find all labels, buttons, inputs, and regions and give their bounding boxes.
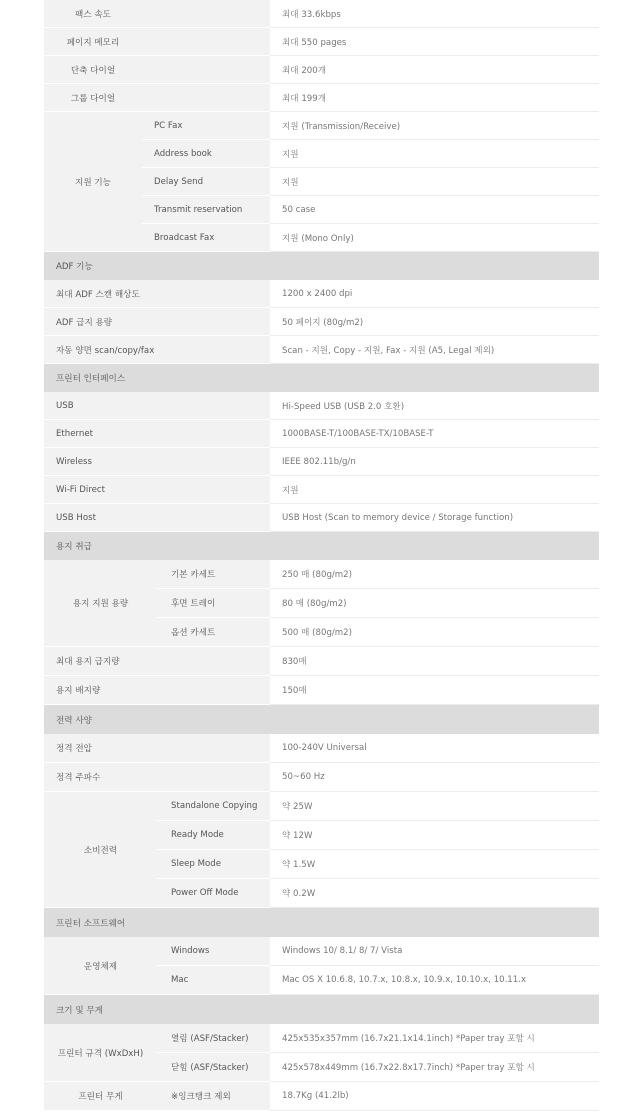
sub-label: 후면 트레이 — [157, 589, 270, 618]
spec-value: 150매 — [270, 676, 599, 705]
section-header: 전력 사양 — [44, 705, 599, 734]
spec-label: USB Host — [44, 504, 270, 532]
group-label: 소비전력 — [44, 792, 157, 908]
spec-value: 500 매 (80g/m2) — [270, 618, 599, 647]
spec-value: 약 12W — [270, 821, 599, 850]
sub-label: 닫힘 (ASF/Stacker) — [157, 1053, 270, 1082]
spec-value: 지원 (Transmission/Receive) — [270, 112, 599, 140]
sub-label: ※잉크탱크 제외 — [157, 1082, 270, 1111]
spec-value: 약 25W — [270, 792, 599, 821]
group-label: 프린터 무게 — [44, 1082, 157, 1111]
spec-value: 지원 — [270, 140, 599, 168]
spec-label: Ethernet — [44, 420, 270, 448]
spec-value: 50~60 Hz — [270, 763, 599, 792]
spec-label: Wi-Fi Direct — [44, 476, 270, 504]
label-filler — [142, 84, 270, 112]
spec-value: 최대 550 pages — [270, 28, 599, 56]
sub-label: PC Fax — [142, 112, 270, 140]
spec-value: 1000BASE-T/100BASE-TX/10BASE-T — [270, 420, 599, 448]
spec-label: 단축 다이얼 — [44, 56, 142, 84]
spec-value: 425x535x357mm (16.7x21.1x14.1inch) *Paper tray 포함 시 — [270, 1024, 599, 1053]
spec-value: 지원 — [270, 476, 599, 504]
sub-label: Transmit reservation — [142, 196, 270, 224]
group-label: 운영체제 — [44, 937, 157, 995]
spec-value: Mac OS X 10.6.8, 10.7.x, 10.8.x, 10.9.x, 10.10.x, 10.11.x — [270, 966, 599, 995]
group-label: 용지 지원 용량 — [44, 560, 157, 647]
spec-value: 약 0.2W — [270, 879, 599, 908]
spec-value: 최대 199개 — [270, 84, 599, 112]
sub-label: 옵션 카세트 — [157, 618, 270, 647]
spec-label: Wireless — [44, 448, 270, 476]
group-label: 프린터 규격 (WxDxH) — [44, 1024, 157, 1082]
spec-label: 자동 양면 scan/copy/fax — [44, 336, 270, 364]
section-header: 크기 및 무게 — [44, 995, 599, 1024]
spec-label: 팩스 속도 — [44, 0, 142, 28]
spec-label: 정격 주파수 — [44, 763, 270, 792]
spec-value: Hi-Speed USB (USB 2.0 호환) — [270, 392, 599, 420]
spec-value: 최대 33.6kbps — [270, 0, 599, 28]
spec-label: 최대 ADF 스캔 해상도 — [44, 280, 270, 308]
spec-value: 250 매 (80g/m2) — [270, 560, 599, 589]
spec-value: 50 페이지 (80g/m2) — [270, 308, 599, 336]
sub-label: Sleep Mode — [157, 850, 270, 879]
spec-value: 100-240V Universal — [270, 734, 599, 763]
spec-value: 지원 — [270, 168, 599, 196]
section-header: ADF 기능 — [44, 252, 599, 280]
spec-value: 지원 (Mono Only) — [270, 224, 599, 252]
spec-label: 정격 전압 — [44, 734, 270, 763]
spec-value: 최대 200개 — [270, 56, 599, 84]
spec-value: Scan - 지원, Copy - 지원, Fax - 지원 (A5, Legal 제외) — [270, 336, 599, 364]
label-filler — [142, 56, 270, 84]
spec-label: 최대 용지 급지량 — [44, 647, 270, 676]
spec-value: IEEE 802.11b/g/n — [270, 448, 599, 476]
spec-label: USB — [44, 392, 270, 420]
spec-value: 425x578x449mm (16.7x22.8x17.7inch) *Paper tray 포함 시 — [270, 1053, 599, 1082]
sub-label: Windows — [157, 937, 270, 966]
sub-label: Broadcast Fax — [142, 224, 270, 252]
sub-label: Mac — [157, 966, 270, 995]
spec-label: ADF 급지 용량 — [44, 308, 270, 336]
label-filler — [142, 28, 270, 56]
spec-value: 80 매 (80g/m2) — [270, 589, 599, 618]
sub-label: Delay Send — [142, 168, 270, 196]
sub-label: Standalone Copying — [157, 792, 270, 821]
label-filler — [142, 0, 270, 28]
spec-label: 용지 배지량 — [44, 676, 270, 705]
spec-value: 50 case — [270, 196, 599, 224]
spec-value: USB Host (Scan to memory device / Storage function) — [270, 504, 599, 532]
group-label: 지원 기능 — [44, 112, 142, 252]
spec-value: 1200 x 2400 dpi — [270, 280, 599, 308]
sub-label: 기본 카세트 — [157, 560, 270, 589]
spec-label: 그룹 다이얼 — [44, 84, 142, 112]
section-header: 프린터 인터페이스 — [44, 364, 599, 392]
spec-value: 약 1.5W — [270, 850, 599, 879]
sub-label: Address book — [142, 140, 270, 168]
section-header: 프린터 소프트웨어 — [44, 908, 599, 937]
sub-label: Power Off Mode — [157, 879, 270, 908]
sub-label: Ready Mode — [157, 821, 270, 850]
spec-label: 페이지 메모리 — [44, 28, 142, 56]
spec-value: 18.7Kg (41.2lb) — [270, 1082, 599, 1111]
section-header: 용지 취급 — [44, 532, 599, 560]
spec-value: Windows 10/ 8.1/ 8/ 7/ Vista — [270, 937, 599, 966]
sub-label: 열림 (ASF/Stacker) — [157, 1024, 270, 1053]
spec-value: 830매 — [270, 647, 599, 676]
